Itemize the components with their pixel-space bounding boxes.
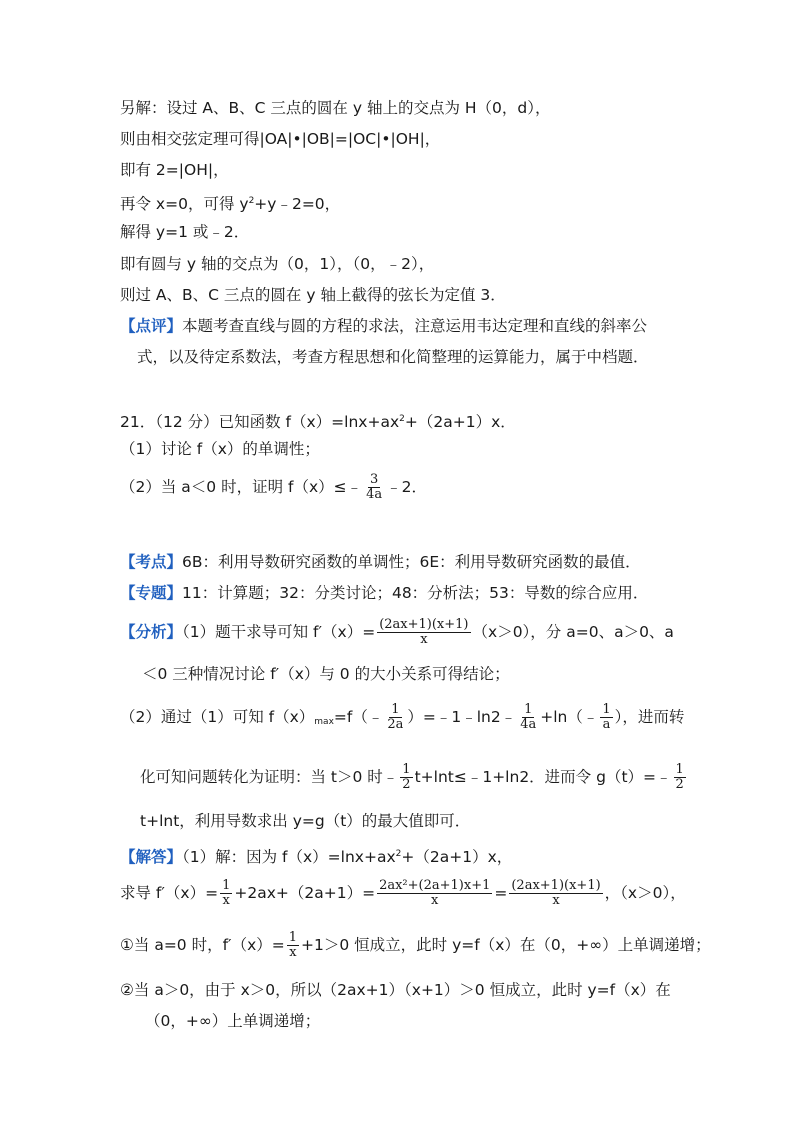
text-line: 则过 A、B、C 三点的圆在 y 轴上截得的弦长为定值 3．	[120, 286, 506, 304]
text-span: （2）通过（1）可知 f（x）	[120, 708, 315, 726]
text-span: +ln（﹣	[540, 708, 599, 726]
frac-den: x	[289, 945, 297, 960]
text-span: （1）解：因为 f（x）=lnx+ax	[182, 848, 396, 866]
fenxi-tag: 【分析】	[120, 623, 183, 641]
jieda-tag: 【解答】	[120, 848, 183, 866]
text-span: =f（﹣	[333, 708, 384, 726]
fraction	[377, 618, 470, 647]
text-span: （x＞0），分 a=0、a＞0、a	[472, 623, 674, 641]
text-span: 再令 x=0，可得 y	[120, 195, 249, 213]
text-line: （1）讨论 f（x）的单调性；	[120, 440, 320, 458]
frac-den: 2a	[387, 717, 404, 732]
frac-den: 4a	[366, 487, 383, 502]
text-span: 11：计算题；32：分类讨论；48：分析法；53：导数的综合应用．	[182, 584, 649, 602]
frac-den: x	[420, 632, 428, 647]
text-span: 求导 f′（x）=	[120, 884, 219, 902]
fraction	[400, 763, 412, 792]
frac-den: x	[222, 893, 230, 908]
text-line: 解得 y=1 或﹣2．	[120, 223, 250, 241]
fraction	[385, 703, 405, 732]
frac-den: 2	[675, 777, 684, 792]
frac-num: 2ax²+(2a+1)x+1	[379, 878, 491, 893]
text-span: （1）题干求导可知 f′（x）=	[182, 623, 376, 641]
frac-num: 1	[675, 762, 684, 777]
fraction	[518, 703, 538, 732]
frac-num: (2ax+1)(x+1)	[379, 617, 469, 632]
text-line: 式，以及待定系数法，考查方程思想和化简整理的运算能力，属于中档题．	[137, 348, 649, 366]
comment-tag: 【点评】	[120, 317, 183, 335]
fraction	[377, 879, 492, 908]
text-span: 本题考查直线与圆的方程的求法，注意运用韦达定理和直线的斜率公	[182, 317, 648, 335]
superscript: 2	[248, 196, 255, 206]
frac-num: 1	[524, 702, 533, 717]
frac-num: 1	[602, 702, 611, 717]
text-span: 化可知问题转化为证明：当 t＞0 时﹣	[140, 768, 399, 786]
text-span: ①当 a=0 时，f′（x）=	[120, 936, 285, 954]
frac-den: x	[552, 893, 560, 908]
superscript: 2	[395, 849, 402, 859]
text-line: ②当 a＞0，由于 x＞0，所以（2ax+1）（x+1）＞0 恒成立，此时 y=f（x）在	[120, 981, 671, 999]
frac-den: 2	[402, 777, 411, 792]
kaodian-line	[120, 551, 641, 573]
text-span: +（2a+1）x，	[401, 848, 513, 866]
frac-num: 1	[391, 702, 400, 717]
fraction	[364, 473, 384, 502]
subscript: max	[314, 717, 334, 727]
fraction	[600, 703, 612, 732]
frac-num: 1	[288, 930, 298, 945]
text-line: t+lnt，利用导数求出 y=g（t）的最大值即可．	[140, 812, 471, 830]
frac-den: a	[602, 717, 611, 732]
frac-num: 3	[370, 472, 379, 487]
text-line	[120, 190, 340, 215]
text-span: +（2a+1）x．	[404, 413, 516, 431]
text-span: +2ax+（2a+1）=	[234, 884, 376, 902]
text-span: （2）当 a＜0 时，证明 f（x）≤﹣	[120, 478, 363, 496]
fraction	[220, 879, 232, 908]
fraction	[287, 931, 299, 960]
frac-den: x	[431, 893, 439, 908]
fraction	[674, 763, 686, 792]
text-line: ＜0 三种情况讨论 f′（x）与 0 的大小关系可得结论；	[142, 665, 510, 683]
text-line: （0，+∞）上单调递增；	[145, 1012, 321, 1030]
zhuanti-line	[120, 582, 648, 604]
kaodian-tag: 【考点】	[120, 553, 183, 571]
text-line	[120, 876, 686, 910]
text-span: ），进而转	[614, 708, 685, 726]
text-line: 另解：设过 A、B、C 三点的圆在 y 轴上的交点为 H（0，d），	[120, 99, 551, 117]
text-span: ﹣2．	[386, 478, 428, 496]
zhuanti-tag: 【专题】	[120, 584, 183, 602]
frac-den: 4a	[520, 717, 537, 732]
frac-num: 1	[222, 878, 231, 893]
frac-num: 1	[402, 762, 411, 777]
text-span: ，（x＞0），	[604, 884, 686, 902]
text-line	[120, 470, 427, 504]
text-line	[120, 700, 684, 739]
text-line	[120, 408, 516, 433]
superscript: 2	[399, 414, 405, 424]
text-span: +y﹣2=0，	[254, 195, 341, 213]
text-line	[120, 615, 674, 649]
text-line	[140, 760, 688, 794]
text-span: ）=﹣1﹣ln2﹣	[407, 708, 517, 726]
text-span: =	[494, 884, 508, 902]
text-span: 21．（12 分）已知函数 f（x）=lnx+ax	[120, 413, 400, 431]
text-line	[120, 315, 647, 337]
text-line	[120, 928, 711, 962]
fraction	[509, 879, 602, 908]
text-line: 即有 2=|OH|，	[120, 161, 229, 179]
text-line: 即有圆与 y 轴的交点为（0，1），（0，﹣2），	[120, 255, 435, 273]
text-line: 则由相交弦定理可得|OA|•|OB|=|OC|•|OH|，	[120, 130, 441, 148]
text-line	[120, 843, 512, 868]
text-span: +1＞0 恒成立，此时 y=f（x）在（0，+∞）上单调递增；	[301, 936, 711, 954]
frac-num: (2ax+1)(x+1)	[511, 878, 601, 893]
text-span: t+lnt≤﹣1+ln2．进而令 g（t）=﹣	[414, 768, 672, 786]
text-span: 6B：利用导数研究函数的单调性；6E：利用导数研究函数的最值．	[182, 553, 641, 571]
